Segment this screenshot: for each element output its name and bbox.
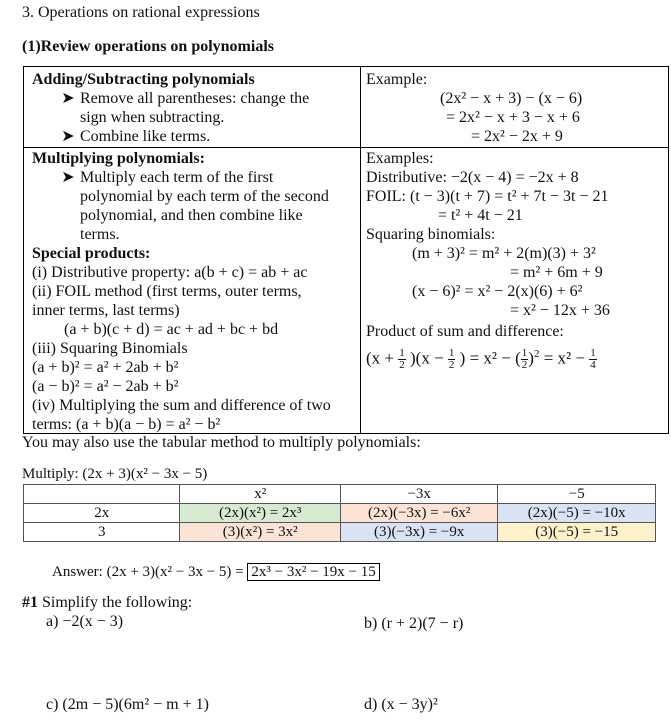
add-sub-example-cell [366,70,666,146]
add-sub-title: Adding/Subtracting polynomials [32,71,255,88]
exercise-c: c) (2m − 5)(6m² − m + 1) [46,696,209,713]
table-header: −3x [340,485,498,504]
distributive-example: Distributive: −2(x − 4) = −2x + 8 [366,169,579,186]
exercise-b: b) (r + 2)(7 − r) [364,615,464,632]
special-product-1: (i) Distributive property: a(b + c) = ab + ac [32,264,308,281]
table-cell: (2x)(−3x) = −6x² [340,504,498,523]
special-product-3: (iii) Squaring Binomials [32,340,188,357]
add-sub-cell [32,70,309,146]
table-divider-horizontal [24,147,668,148]
tabular-intro: You may also use the tabular method to multiply polynomials: [22,434,421,451]
add-sub-bullet2: Combine like terms. [80,128,211,145]
add-sub-bullet1-line1: Remove all parentheses: change the [80,90,310,107]
special-product-2-equation: (a + b)(c + d) = ac + ad + bc + bd [64,321,279,338]
squaring-example-4: = x² − 12x + 36 [510,302,610,319]
add-sub-bullet1-line2: sign when subtracting. [80,109,225,126]
example-label: Example: [366,71,428,88]
example-line2: = 2x² − x + 3 − x + 6 [446,109,580,126]
squaring-example-1: (m + 3)² = m² + 2(m)(3) + 3² [412,245,596,262]
section-title: 3. Operations on rational expressions [22,4,260,21]
answer-line [52,564,380,581]
answer-box: 2x³ − 3x² − 19x − 15 [247,563,379,581]
multiply-bullet-line2: polynomial by each term of the second [80,188,329,205]
exercise-title: #1 Simplify the following: [22,594,193,611]
table-cell: (3)(−5) = −15 [498,523,656,542]
squaring-example-3: (x − 6)² = x² − 2(x)(6) + 6² [412,283,583,300]
foil-example-line2: = t² + 4t − 21 [438,207,523,224]
multiply-label: Multiply: (2x + 3)(x² − 3x − 5) [22,466,208,482]
table-header: −5 [498,485,656,504]
tabular-method-table [23,484,656,542]
table-cell: (2x)(x²) = 2x³ [180,504,340,523]
arrow-bullet-icon: ➤ [61,169,75,186]
table-row [24,523,656,542]
table-row [24,504,656,523]
multiply-bullet-line3: polynomial, and then combine like [80,207,303,224]
special-product-3-eq1: (a + b)² = a² + 2ab + b² [32,359,179,376]
special-product-4-line1: (iv) Multiplying the sum and difference of two [32,397,331,414]
special-products-title: Special products: [32,245,151,262]
table-divider-vertical [360,67,361,433]
examples-label: Examples: [366,150,434,167]
table-row [24,485,656,504]
special-product-2-line1: (ii) FOIL method (first terms, outer terms, [32,283,302,300]
exercise-d: d) (x − 3y)² [364,696,438,713]
arrow-bullet-icon: ➤ [61,128,75,145]
multiply-examples-cell [366,149,666,371]
subheading: (1)Review operations on polynomials [22,38,274,55]
special-product-4-line2: terms: (a + b)(a − b) = a² − b² [32,416,221,433]
table-header: x² [180,485,340,504]
example-line3: = 2x² − 2x + 9 [471,128,563,145]
row-label: 3 [24,523,180,542]
psd-equation: (x + $\frac{1}{2}$ )(x − $\frac{1}{2}$ ) = x² − ( $\frac{1}{2}$ )$^2$ = x² − $\frac{1}{4}$ [366,347,596,372]
exercise-a: a) −2(x − 3) [46,613,124,630]
review-table [23,66,669,434]
answer-label: Answer: (2x + 3)(x² − 3x − 5) = [52,564,244,580]
example-line1: (2x² − x + 3) − (x − 6) [440,90,583,107]
special-product-3-eq2: (a − b)² = a² − 2ab + b² [32,378,179,395]
table-cell: (2x)(−5) = −10x [498,504,656,523]
squaring-example-2: = m² + 6m + 9 [510,264,603,281]
table-cell: (3)(x²) = 3x² [180,523,340,542]
multiply-cell [32,149,331,434]
arrow-bullet-icon: ➤ [61,90,75,107]
table-cell: (3)(−3x) = −9x [340,523,498,542]
multiply-title: Multiplying polynomials: [32,150,205,167]
multiply-bullet-line1: Multiply each term of the first [80,169,274,186]
squaring-label: Squaring binomials: [366,226,496,243]
row-label: 2x [24,504,180,523]
psd-label: Product of sum and difference: [366,323,564,340]
foil-example-line1: FOIL: (t − 3)(t + 7) = t² + 7t − 3t − 21 [366,188,609,205]
special-product-2-line2: inner terms, last terms) [32,302,180,319]
multiply-bullet-line4: terms. [80,226,120,243]
